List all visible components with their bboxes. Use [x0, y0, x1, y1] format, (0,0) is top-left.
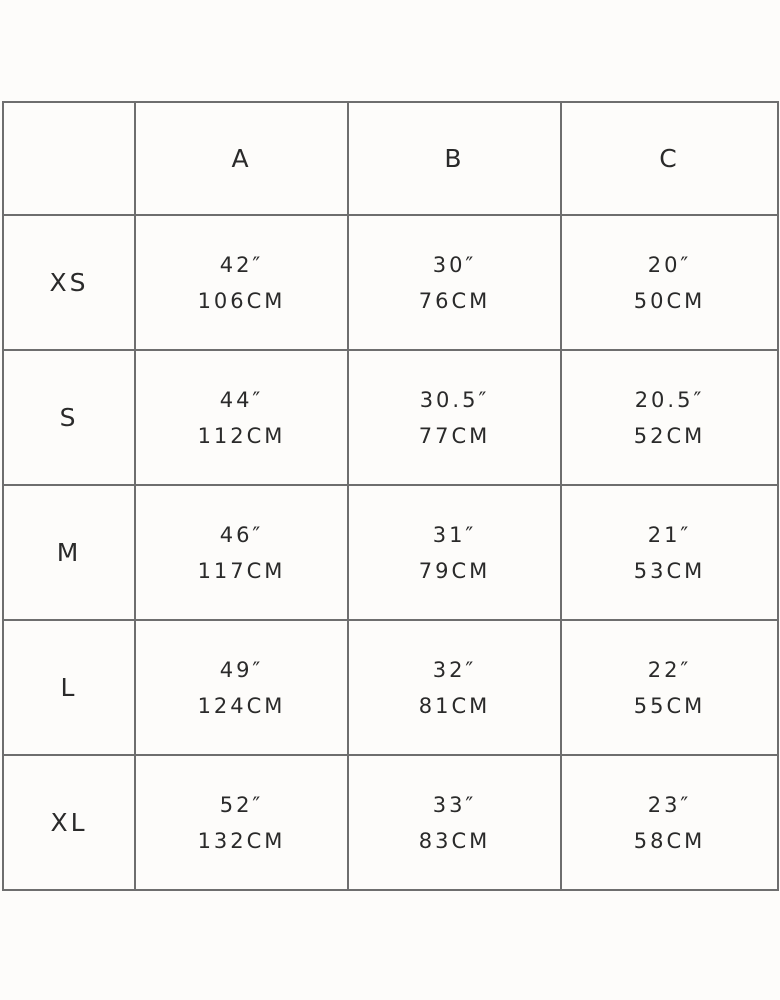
cm-value: 79CM [418, 558, 491, 583]
cm-value: 83CM [418, 828, 491, 853]
corner-cell [3, 102, 135, 215]
inch-value: 46″ [219, 522, 264, 547]
table-row-s [3, 350, 778, 485]
table-row-l [3, 620, 778, 755]
header-row [3, 102, 778, 215]
measurement-cell [561, 215, 778, 350]
measurement-cell [135, 620, 348, 755]
inch-value: 30.5″ [419, 387, 490, 412]
measurement-cell [135, 485, 348, 620]
inch-value: 20″ [647, 252, 692, 277]
size-label: L [3, 620, 135, 755]
inch-value: 52″ [219, 792, 264, 817]
inch-value: 33″ [432, 792, 477, 817]
size-chart-table [2, 101, 779, 891]
measurement-cell [348, 485, 561, 620]
inch-value: 49″ [219, 657, 264, 682]
inch-value: 32″ [432, 657, 477, 682]
cm-value: 117CM [197, 558, 286, 583]
column-header-b: B [348, 102, 561, 215]
cm-value: 106CM [197, 288, 286, 313]
table-row-m [3, 485, 778, 620]
table-row-xl [3, 755, 778, 890]
cm-value: 77CM [418, 423, 491, 448]
inch-value: 21″ [647, 522, 692, 547]
table-row-xs [3, 215, 778, 350]
measurement-cell [561, 620, 778, 755]
inch-value: 42″ [219, 252, 264, 277]
measurement-cell [135, 350, 348, 485]
size-label: S [3, 350, 135, 485]
inch-value: 23″ [647, 792, 692, 817]
measurement-cell [135, 755, 348, 890]
inch-value: 31″ [432, 522, 477, 547]
measurement-cell [348, 620, 561, 755]
measurement-cell [561, 755, 778, 890]
inch-value: 30″ [432, 252, 477, 277]
cm-value: 55CM [633, 693, 706, 718]
cm-value: 50CM [633, 288, 706, 313]
cm-value: 132CM [197, 828, 286, 853]
column-header-c: C [561, 102, 778, 215]
size-label: XS [3, 215, 135, 350]
measurement-cell [348, 755, 561, 890]
measurement-cell [561, 350, 778, 485]
size-label: M [3, 485, 135, 620]
cm-value: 58CM [633, 828, 706, 853]
cm-value: 53CM [633, 558, 706, 583]
cm-value: 76CM [418, 288, 491, 313]
inch-value: 22″ [647, 657, 692, 682]
inch-value: 20.5″ [634, 387, 705, 412]
cm-value: 81CM [418, 693, 491, 718]
measurement-cell [348, 215, 561, 350]
cm-value: 124CM [197, 693, 286, 718]
measurement-cell [348, 350, 561, 485]
inch-value: 44″ [219, 387, 264, 412]
cm-value: 112CM [197, 423, 286, 448]
measurement-cell [561, 485, 778, 620]
measurement-cell [135, 215, 348, 350]
column-header-a: A [135, 102, 348, 215]
cm-value: 52CM [633, 423, 706, 448]
size-label: XL [3, 755, 135, 890]
